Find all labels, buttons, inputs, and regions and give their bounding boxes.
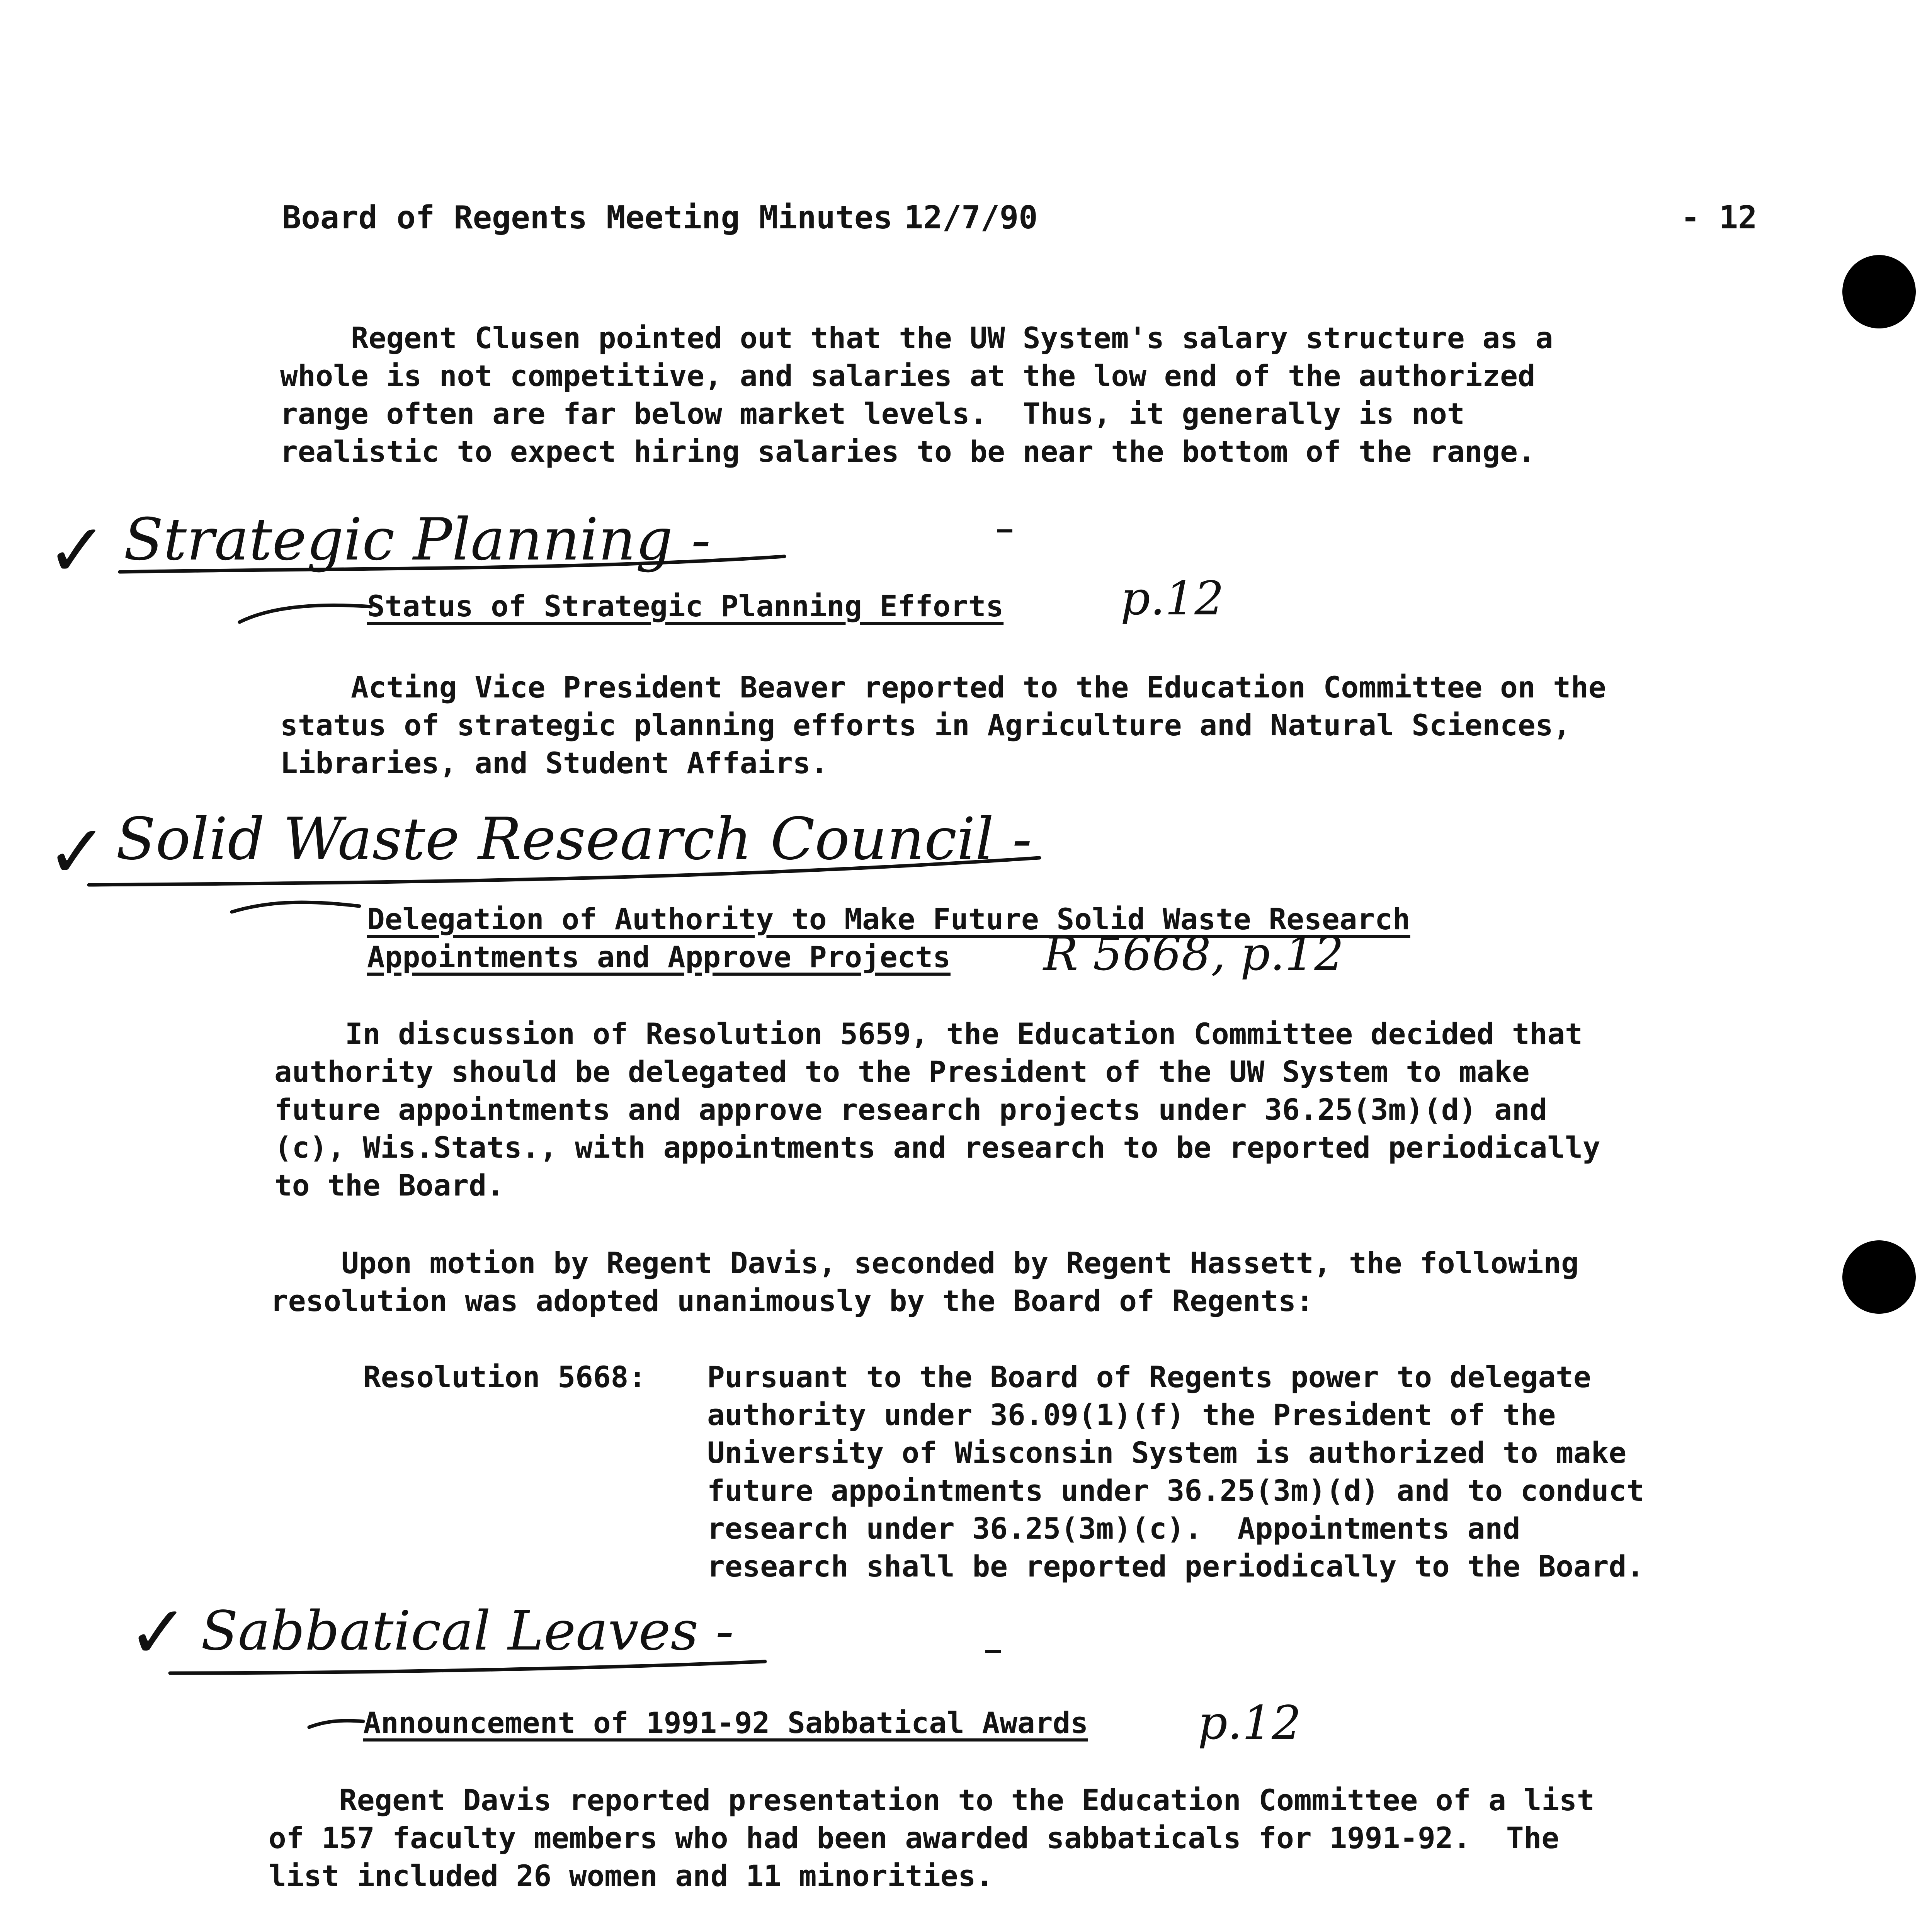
resolution-line: research under 36.25(3m)(c). Appointments and — [707, 1511, 1520, 1546]
paragraph-line: range often are far below market levels. Thus, it generally is not — [280, 396, 1465, 431]
punch-hole — [1842, 1240, 1916, 1314]
paragraph-line: future appointments and approve research projects under 36.25(3m)(d) and — [274, 1092, 1548, 1127]
section-heading-sabbatical: Announcement of 1991-92 Sabbatical Awards — [363, 1706, 1088, 1740]
handwritten-resolution-ref: R 5668, p.12 — [1043, 927, 1344, 981]
paragraph-line: list included 26 women and 11 minorities. — [269, 1859, 993, 1893]
handwritten-annotation: Solid Waste Research Council - — [116, 806, 1032, 873]
paragraph-line: Regent Davis reported presentation to the Education Committee of a list — [269, 1783, 1595, 1817]
resolution-line: Pursuant to the Board of Regents power to delegate — [707, 1360, 1591, 1394]
paragraph-line: Upon motion by Regent Davis, seconded by Regent Hassett, the following — [270, 1246, 1579, 1280]
section-heading-delegation-line1: Delegation of Authority to Make Future Solid Waste Research — [367, 902, 1410, 936]
paragraph-line: to the Board. — [274, 1168, 504, 1202]
header-date: 12/7/90 — [904, 199, 1038, 236]
check-mark-icon: ✓ — [128, 1590, 189, 1675]
handwritten-page-ref: p.12 — [1121, 572, 1224, 626]
resolution-label: Resolution 5668: — [363, 1360, 646, 1394]
paragraph-line: status of strategic planning efforts in Agriculture and Natural Sciences, — [280, 708, 1571, 742]
paragraph-line: Libraries, and Student Affairs. — [280, 746, 828, 780]
dash-mark — [985, 1650, 1001, 1653]
paragraph-line: In discussion of Resolution 5659, the Education Committee decided that — [274, 1017, 1583, 1051]
handwritten-annotation: Sabbatical Leaves - — [201, 1600, 734, 1663]
section-heading-strategic: Status of Strategic Planning Efforts — [367, 589, 1004, 623]
arrow-stroke — [309, 1721, 363, 1727]
paragraph-line: of 157 faculty members who had been awarded sabbaticals for 1991-92. The — [269, 1821, 1560, 1855]
header-title: Board of Regents Meeting Minutes — [282, 199, 893, 236]
resolution-line: future appointments under 36.25(3m)(d) and to conduct — [707, 1473, 1645, 1508]
paragraph-line: (c), Wis.Stats., with appointments and research to be reported periodically — [274, 1130, 1600, 1165]
paragraph-line: Acting Vice President Beaver reported to the Education Committee on the — [280, 670, 1606, 704]
punch-hole — [1842, 255, 1916, 328]
handwritten-annotation: Strategic Planning - — [124, 506, 711, 573]
paragraph-line: realistic to expect hiring salaries to be near the bottom of the range. — [280, 434, 1536, 469]
paragraph-line: whole is not competitive, and salaries at the low end of the authorized — [280, 359, 1536, 393]
paragraph-line: authority should be delegated to the President of the UW System to make — [274, 1054, 1530, 1089]
handwritten-page-ref: p.12 — [1198, 1696, 1301, 1750]
page-number: - 12 — [1681, 199, 1757, 236]
dash-mark — [997, 529, 1012, 532]
arrow-stroke — [240, 605, 371, 622]
resolution-line: research shall be reported periodically to the Board. — [707, 1549, 1645, 1583]
arrow-stroke — [232, 902, 359, 912]
resolution-line: University of Wisconsin System is authorized to make — [707, 1435, 1627, 1470]
resolution-line: authority under 36.09(1)(f) the President of the — [707, 1398, 1556, 1432]
check-mark-icon: ✓ — [46, 508, 108, 593]
paragraph-line: resolution was adopted unanimously by the Board of Regents: — [270, 1284, 1314, 1318]
underline-stroke — [170, 1662, 765, 1673]
section-heading-delegation-line2: Appointments and Approve Projects — [367, 940, 951, 974]
check-mark-icon: ✓ — [46, 809, 108, 895]
paragraph-line: Regent Clusen pointed out that the UW System's salary structure as a — [280, 321, 1553, 355]
